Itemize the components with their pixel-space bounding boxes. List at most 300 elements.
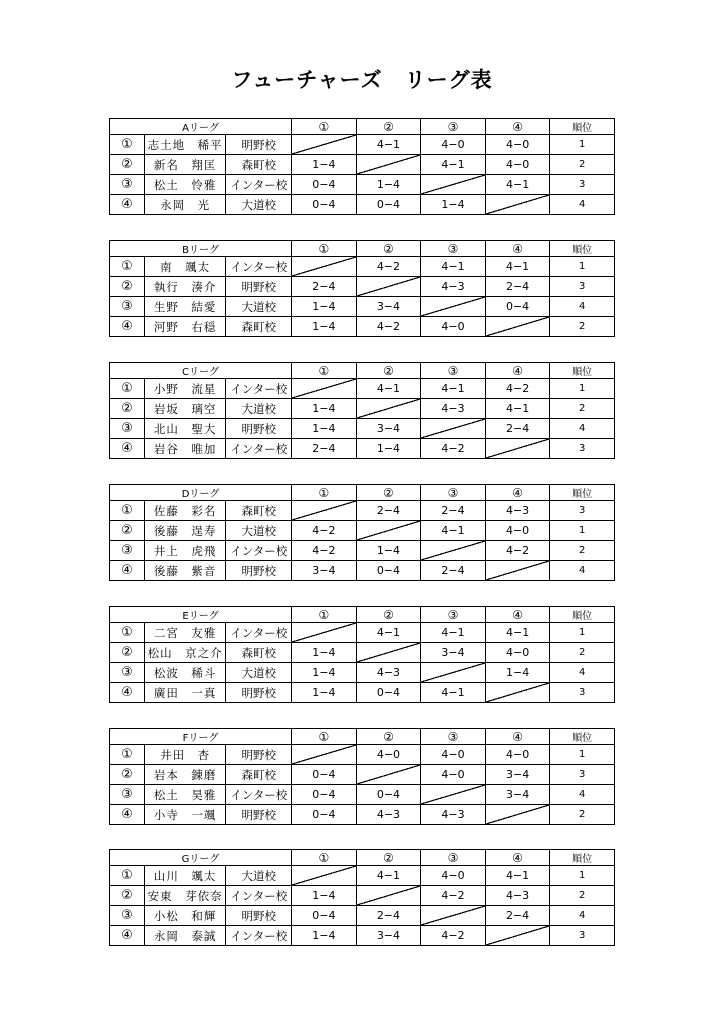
column-header: ② bbox=[356, 241, 421, 257]
player-name: 岩坂 璃空 bbox=[144, 399, 226, 419]
player-rank: 2 bbox=[550, 541, 615, 561]
table-row bbox=[110, 561, 615, 581]
player-rank: 1 bbox=[550, 866, 615, 886]
column-header: ② bbox=[356, 485, 421, 501]
player-rank: 1 bbox=[550, 257, 615, 277]
diagonal-cell bbox=[356, 399, 421, 419]
player-school: 明野校 bbox=[226, 683, 292, 703]
match-result: 2−4 bbox=[356, 906, 421, 926]
league-header-row bbox=[110, 363, 615, 379]
match-result: 3−4 bbox=[356, 926, 421, 946]
player-name: 佐藤 彩名 bbox=[144, 501, 226, 521]
match-result: 4−0 bbox=[356, 745, 421, 765]
match-result: 3−4 bbox=[356, 297, 421, 317]
match-result: 4−1 bbox=[421, 623, 486, 643]
player-school: インター校 bbox=[226, 541, 292, 561]
player-name: 松土 昊雅 bbox=[144, 785, 226, 805]
match-result: 4−0 bbox=[421, 866, 486, 886]
match-result: 0−4 bbox=[356, 195, 421, 215]
player-school: インター校 bbox=[226, 623, 292, 643]
player-school: 明野校 bbox=[226, 906, 292, 926]
match-result: 4−3 bbox=[356, 663, 421, 683]
table-row bbox=[110, 785, 615, 805]
table-row bbox=[110, 399, 615, 419]
player-school: 森町校 bbox=[226, 155, 292, 175]
player-school: 明野校 bbox=[226, 745, 292, 765]
match-result: 4−0 bbox=[485, 745, 550, 765]
player-number: ④ bbox=[110, 926, 145, 946]
player-rank: 4 bbox=[550, 906, 615, 926]
page-title: フューチャーズ リーグ表 bbox=[231, 68, 493, 92]
table-row bbox=[110, 805, 615, 825]
match-result: 4−2 bbox=[292, 541, 357, 561]
match-result: 3−4 bbox=[356, 419, 421, 439]
player-rank: 2 bbox=[550, 643, 615, 663]
player-number: ④ bbox=[110, 683, 145, 703]
league-name: Cリーグ bbox=[110, 363, 292, 379]
table-row bbox=[110, 317, 615, 337]
column-header: ① bbox=[292, 850, 357, 866]
match-result: 1−4 bbox=[292, 419, 357, 439]
match-result: 4−3 bbox=[421, 805, 486, 825]
player-name: 新名 翔匡 bbox=[144, 155, 226, 175]
player-number: ① bbox=[110, 379, 145, 399]
player-school: 大道校 bbox=[226, 663, 292, 683]
rank-header: 順位 bbox=[550, 363, 615, 379]
player-name: 井上 虎飛 bbox=[144, 541, 226, 561]
player-name: 松山 京之介 bbox=[144, 643, 226, 663]
column-header: ③ bbox=[421, 850, 486, 866]
match-result: 0−4 bbox=[292, 805, 357, 825]
match-result: 3−4 bbox=[421, 643, 486, 663]
table-row bbox=[110, 926, 615, 946]
table-row bbox=[110, 521, 615, 541]
player-rank: 3 bbox=[550, 765, 615, 785]
player-name: 二宮 友雅 bbox=[144, 623, 226, 643]
player-school: 大道校 bbox=[226, 297, 292, 317]
player-number: ② bbox=[110, 277, 145, 297]
column-header: ③ bbox=[421, 729, 486, 745]
player-name: 小寺 一颯 bbox=[144, 805, 226, 825]
match-result: 4−1 bbox=[421, 683, 486, 703]
player-name: 松波 稀斗 bbox=[144, 663, 226, 683]
match-result: 4−0 bbox=[485, 155, 550, 175]
match-result: 4−1 bbox=[485, 623, 550, 643]
player-rank: 2 bbox=[550, 317, 615, 337]
diagonal-cell bbox=[421, 419, 486, 439]
column-header: ① bbox=[292, 729, 357, 745]
diagonal-cell bbox=[421, 663, 486, 683]
player-rank: 1 bbox=[550, 623, 615, 643]
player-school: 明野校 bbox=[226, 805, 292, 825]
player-rank: 2 bbox=[550, 886, 615, 906]
match-result: 4−3 bbox=[356, 805, 421, 825]
league-table-d bbox=[109, 484, 615, 581]
table-row bbox=[110, 541, 615, 561]
match-result: 4−1 bbox=[356, 866, 421, 886]
diagonal-cell bbox=[421, 541, 486, 561]
player-school: 大道校 bbox=[226, 195, 292, 215]
player-number: ① bbox=[110, 745, 145, 765]
player-name: 生野 結愛 bbox=[144, 297, 226, 317]
player-rank: 3 bbox=[550, 439, 615, 459]
diagonal-cell bbox=[356, 765, 421, 785]
player-name: 岩本 錬磨 bbox=[144, 765, 226, 785]
player-number: ④ bbox=[110, 317, 145, 337]
table-row bbox=[110, 501, 615, 521]
column-header: ② bbox=[356, 363, 421, 379]
match-result: 4−1 bbox=[421, 257, 486, 277]
player-school: 明野校 bbox=[226, 277, 292, 297]
match-result: 4−2 bbox=[421, 926, 486, 946]
table-row bbox=[110, 379, 615, 399]
player-rank: 3 bbox=[550, 175, 615, 195]
league-name: Aリーグ bbox=[110, 119, 292, 135]
match-result: 4−1 bbox=[356, 379, 421, 399]
player-rank: 2 bbox=[550, 399, 615, 419]
match-result: 4−2 bbox=[485, 541, 550, 561]
column-header: ② bbox=[356, 607, 421, 623]
match-result: 4−0 bbox=[421, 745, 486, 765]
match-result: 1−4 bbox=[292, 886, 357, 906]
player-name: 山川 颯太 bbox=[144, 866, 226, 886]
league-name: Dリーグ bbox=[110, 485, 292, 501]
player-name: 小松 和輝 bbox=[144, 906, 226, 926]
player-number: ③ bbox=[110, 541, 145, 561]
player-rank: 4 bbox=[550, 297, 615, 317]
player-number: ① bbox=[110, 501, 145, 521]
player-school: 森町校 bbox=[226, 501, 292, 521]
match-result: 0−4 bbox=[356, 561, 421, 581]
match-result: 4−2 bbox=[421, 439, 486, 459]
match-result: 0−4 bbox=[292, 195, 357, 215]
diagonal-cell bbox=[292, 379, 357, 399]
player-number: ④ bbox=[110, 561, 145, 581]
match-result: 0−4 bbox=[292, 175, 357, 195]
match-result: 1−4 bbox=[356, 439, 421, 459]
match-result: 4−3 bbox=[421, 277, 486, 297]
match-result: 4−1 bbox=[421, 521, 486, 541]
player-number: ① bbox=[110, 257, 145, 277]
match-result: 4−1 bbox=[485, 257, 550, 277]
match-result: 4−1 bbox=[356, 623, 421, 643]
column-header: ③ bbox=[421, 607, 486, 623]
league-name: Eリーグ bbox=[110, 607, 292, 623]
match-result: 4−0 bbox=[421, 765, 486, 785]
player-rank: 2 bbox=[550, 155, 615, 175]
diagonal-cell bbox=[421, 906, 486, 926]
player-number: ③ bbox=[110, 175, 145, 195]
player-name: 岩谷 唯加 bbox=[144, 439, 226, 459]
match-result: 4−2 bbox=[485, 379, 550, 399]
match-result: 2−4 bbox=[485, 419, 550, 439]
player-school: 明野校 bbox=[226, 561, 292, 581]
table-row bbox=[110, 683, 615, 703]
match-result: 3−4 bbox=[292, 561, 357, 581]
diagonal-cell bbox=[356, 886, 421, 906]
player-school: 森町校 bbox=[226, 765, 292, 785]
match-result: 4−3 bbox=[485, 501, 550, 521]
player-number: ④ bbox=[110, 805, 145, 825]
player-name: 志土地 稀平 bbox=[144, 135, 226, 155]
player-school: インター校 bbox=[226, 785, 292, 805]
player-name: 北山 聖大 bbox=[144, 419, 226, 439]
table-row bbox=[110, 643, 615, 663]
column-header: ③ bbox=[421, 485, 486, 501]
table-row bbox=[110, 906, 615, 926]
player-number: ② bbox=[110, 765, 145, 785]
player-school: 森町校 bbox=[226, 643, 292, 663]
player-number: ① bbox=[110, 623, 145, 643]
league-table-c bbox=[109, 362, 615, 459]
player-school: 明野校 bbox=[226, 135, 292, 155]
table-row bbox=[110, 155, 615, 175]
match-result: 4−0 bbox=[485, 521, 550, 541]
table-row bbox=[110, 257, 615, 277]
league-header-row bbox=[110, 485, 615, 501]
match-result: 1−4 bbox=[292, 663, 357, 683]
player-school: 大道校 bbox=[226, 521, 292, 541]
player-rank: 1 bbox=[550, 379, 615, 399]
player-number: ③ bbox=[110, 906, 145, 926]
match-result: 4−1 bbox=[356, 135, 421, 155]
match-result: 4−2 bbox=[292, 521, 357, 541]
column-header: ③ bbox=[421, 119, 486, 135]
player-name: 南 颯太 bbox=[144, 257, 226, 277]
match-result: 1−4 bbox=[292, 643, 357, 663]
diagonal-cell bbox=[356, 521, 421, 541]
match-result: 4−0 bbox=[421, 135, 486, 155]
match-result: 1−4 bbox=[292, 399, 357, 419]
rank-header: 順位 bbox=[550, 729, 615, 745]
player-rank: 3 bbox=[550, 277, 615, 297]
match-result: 2−4 bbox=[292, 277, 357, 297]
table-row bbox=[110, 297, 615, 317]
player-school: インター校 bbox=[226, 257, 292, 277]
rank-header: 順位 bbox=[550, 241, 615, 257]
match-result: 2−4 bbox=[292, 439, 357, 459]
table-row bbox=[110, 277, 615, 297]
table-row bbox=[110, 135, 615, 155]
match-result: 2−4 bbox=[356, 501, 421, 521]
table-row bbox=[110, 623, 615, 643]
column-header: ② bbox=[356, 729, 421, 745]
table-row bbox=[110, 745, 615, 765]
column-header: ④ bbox=[485, 729, 550, 745]
league-header-row bbox=[110, 119, 615, 135]
league-table-e bbox=[109, 606, 615, 703]
column-header: ② bbox=[356, 119, 421, 135]
player-rank: 4 bbox=[550, 419, 615, 439]
diagonal-cell bbox=[421, 297, 486, 317]
player-number: ① bbox=[110, 866, 145, 886]
player-school: 大道校 bbox=[226, 866, 292, 886]
player-name: 永岡 光 bbox=[144, 195, 226, 215]
diagonal-cell bbox=[292, 623, 357, 643]
diagonal-cell bbox=[421, 785, 486, 805]
diagonal-cell bbox=[485, 683, 550, 703]
match-result: 2−4 bbox=[421, 561, 486, 581]
diagonal-cell bbox=[485, 195, 550, 215]
match-result: 1−4 bbox=[292, 926, 357, 946]
table-row bbox=[110, 765, 615, 785]
player-number: ③ bbox=[110, 297, 145, 317]
player-school: インター校 bbox=[226, 926, 292, 946]
player-school: インター校 bbox=[226, 175, 292, 195]
match-result: 0−4 bbox=[292, 785, 357, 805]
match-result: 0−4 bbox=[356, 683, 421, 703]
player-number: ② bbox=[110, 886, 145, 906]
league-table-b bbox=[109, 240, 615, 337]
diagonal-cell bbox=[421, 175, 486, 195]
rank-header: 順位 bbox=[550, 119, 615, 135]
match-result: 2−4 bbox=[485, 906, 550, 926]
player-number: ② bbox=[110, 399, 145, 419]
match-result: 2−4 bbox=[485, 277, 550, 297]
diagonal-cell bbox=[292, 866, 357, 886]
table-row bbox=[110, 195, 615, 215]
player-name: 松土 怜雅 bbox=[144, 175, 226, 195]
player-rank: 2 bbox=[550, 805, 615, 825]
player-name: 永岡 泰誠 bbox=[144, 926, 226, 946]
column-header: ④ bbox=[485, 241, 550, 257]
match-result: 4−3 bbox=[421, 399, 486, 419]
player-rank: 4 bbox=[550, 785, 615, 805]
match-result: 0−4 bbox=[292, 765, 357, 785]
match-result: 0−4 bbox=[485, 297, 550, 317]
league-table-f bbox=[109, 728, 615, 825]
player-name: 後藤 逞寿 bbox=[144, 521, 226, 541]
league-name: Gリーグ bbox=[110, 850, 292, 866]
rank-header: 順位 bbox=[550, 850, 615, 866]
match-result: 4−1 bbox=[421, 379, 486, 399]
player-number: ④ bbox=[110, 195, 145, 215]
player-rank: 1 bbox=[550, 745, 615, 765]
player-rank: 1 bbox=[550, 135, 615, 155]
player-number: ③ bbox=[110, 785, 145, 805]
player-number: ④ bbox=[110, 439, 145, 459]
diagonal-cell bbox=[485, 561, 550, 581]
column-header: ① bbox=[292, 607, 357, 623]
match-result: 1−4 bbox=[292, 317, 357, 337]
match-result: 2−4 bbox=[421, 501, 486, 521]
rank-header: 順位 bbox=[550, 485, 615, 501]
player-rank: 3 bbox=[550, 683, 615, 703]
player-school: 大道校 bbox=[226, 399, 292, 419]
league-header-row bbox=[110, 241, 615, 257]
match-result: 4−1 bbox=[485, 866, 550, 886]
column-header: ① bbox=[292, 485, 357, 501]
player-school: インター校 bbox=[226, 886, 292, 906]
match-result: 4−1 bbox=[421, 155, 486, 175]
table-row bbox=[110, 419, 615, 439]
player-number: ① bbox=[110, 135, 145, 155]
match-result: 0−4 bbox=[356, 785, 421, 805]
column-header: ④ bbox=[485, 119, 550, 135]
match-result: 4−0 bbox=[485, 135, 550, 155]
column-header: ④ bbox=[485, 607, 550, 623]
column-header: ① bbox=[292, 119, 357, 135]
column-header: ① bbox=[292, 363, 357, 379]
player-number: ③ bbox=[110, 663, 145, 683]
match-result: 4−0 bbox=[485, 643, 550, 663]
player-school: インター校 bbox=[226, 379, 292, 399]
player-school: インター校 bbox=[226, 439, 292, 459]
diagonal-cell bbox=[292, 745, 357, 765]
player-name: 井田 杏 bbox=[144, 745, 226, 765]
player-number: ② bbox=[110, 521, 145, 541]
match-result: 1−4 bbox=[356, 541, 421, 561]
player-name: 小野 流星 bbox=[144, 379, 226, 399]
table-row bbox=[110, 886, 615, 906]
diagonal-cell bbox=[356, 155, 421, 175]
column-header: ③ bbox=[421, 241, 486, 257]
match-result: 1−4 bbox=[356, 175, 421, 195]
league-header-row bbox=[110, 607, 615, 623]
match-result: 4−2 bbox=[421, 886, 486, 906]
match-result: 4−2 bbox=[356, 257, 421, 277]
diagonal-cell bbox=[356, 277, 421, 297]
player-rank: 1 bbox=[550, 521, 615, 541]
match-result: 3−4 bbox=[485, 785, 550, 805]
player-number: ③ bbox=[110, 419, 145, 439]
player-name: 後藤 紫音 bbox=[144, 561, 226, 581]
player-name: 安東 芽依奈 bbox=[144, 886, 226, 906]
match-result: 4−2 bbox=[356, 317, 421, 337]
player-name: 河野 右穏 bbox=[144, 317, 226, 337]
match-result: 1−4 bbox=[292, 297, 357, 317]
player-rank: 3 bbox=[550, 501, 615, 521]
match-result: 3−4 bbox=[485, 765, 550, 785]
diagonal-cell bbox=[485, 805, 550, 825]
match-result: 4−1 bbox=[485, 175, 550, 195]
player-rank: 4 bbox=[550, 195, 615, 215]
match-result: 4−3 bbox=[485, 886, 550, 906]
league-name: Bリーグ bbox=[110, 241, 292, 257]
match-result: 0−4 bbox=[292, 906, 357, 926]
player-rank: 4 bbox=[550, 663, 615, 683]
rank-header: 順位 bbox=[550, 607, 615, 623]
player-number: ② bbox=[110, 155, 145, 175]
diagonal-cell bbox=[485, 439, 550, 459]
player-name: 廣田 一真 bbox=[144, 683, 226, 703]
diagonal-cell bbox=[292, 257, 357, 277]
diagonal-cell bbox=[292, 501, 357, 521]
column-header: ④ bbox=[485, 485, 550, 501]
player-school: 明野校 bbox=[226, 419, 292, 439]
player-school: 森町校 bbox=[226, 317, 292, 337]
player-rank: 3 bbox=[550, 926, 615, 946]
league-name: Fリーグ bbox=[110, 729, 292, 745]
table-row bbox=[110, 866, 615, 886]
diagonal-cell bbox=[356, 643, 421, 663]
table-row bbox=[110, 663, 615, 683]
column-header: ④ bbox=[485, 850, 550, 866]
diagonal-cell bbox=[485, 317, 550, 337]
diagonal-cell bbox=[485, 926, 550, 946]
league-table-g bbox=[109, 849, 615, 946]
match-result: 1−4 bbox=[292, 683, 357, 703]
league-table-a bbox=[109, 118, 615, 215]
match-result: 1−4 bbox=[485, 663, 550, 683]
player-rank: 4 bbox=[550, 561, 615, 581]
column-header: ① bbox=[292, 241, 357, 257]
match-result: 1−4 bbox=[292, 155, 357, 175]
table-row bbox=[110, 439, 615, 459]
column-header: ④ bbox=[485, 363, 550, 379]
league-header-row bbox=[110, 729, 615, 745]
match-result: 4−1 bbox=[485, 399, 550, 419]
